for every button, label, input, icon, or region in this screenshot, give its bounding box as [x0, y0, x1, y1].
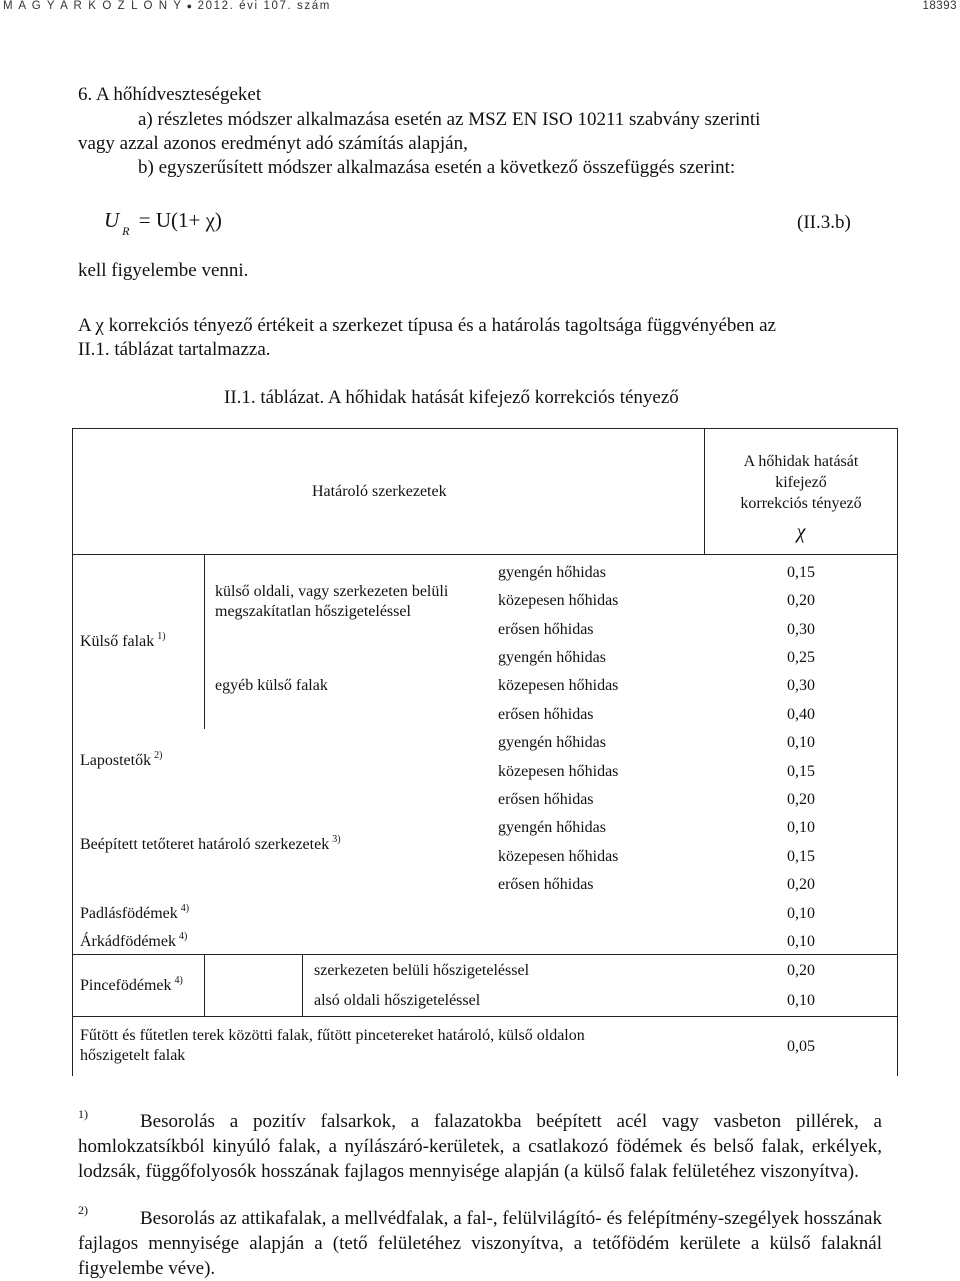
- row-label: közepesen hőhidas: [498, 677, 619, 694]
- footnote-2-text: Besorolás az attikafalak, a mellvédfalak, a fal-, felülvilágító- és felépítmény-szegélyek hosszának fajlagos mennyisége alapján a (tető felületéhez viszonyítva, a tetőfödém kerülete a külső falaknál figyelembe véve).: [78, 1208, 882, 1279]
- futott-line2: hőszigetelt falak: [80, 1047, 186, 1064]
- group-pince: [80, 977, 183, 995]
- journal-title: M A G Y A R K Ö Z L Ö N Y: [3, 0, 183, 12]
- arkad-value: 0,10: [787, 933, 815, 950]
- pince-value2: 0,10: [787, 992, 815, 1009]
- row-label: erősen hőhidas: [498, 791, 594, 808]
- row-value: 0,15: [787, 848, 815, 865]
- row-value: 0,20: [787, 876, 815, 893]
- footnote-2-mark: 2): [78, 1203, 88, 1217]
- pince-col-divider-a: [204, 954, 205, 1016]
- kf-sub1-line1: külső oldali, vagy szerkezeten belüli: [215, 583, 449, 600]
- row-value: 0,15: [787, 564, 815, 581]
- table-kulso-falak-col-divider: [204, 554, 205, 729]
- group-beepitett-label: Beépített tetőteret határoló szerkezetek: [80, 836, 330, 853]
- chi-line2: II.1. táblázat tartalmazza.: [78, 339, 271, 360]
- pince-bottom-line: [72, 1016, 898, 1017]
- header-structures: Határoló szerkezetek: [312, 483, 447, 500]
- futott-value: 0,05: [787, 1038, 815, 1055]
- group-lapostetok: [80, 752, 162, 770]
- row-value: 0,10: [787, 734, 815, 751]
- group-padlas: [80, 905, 189, 923]
- formula: [104, 208, 222, 238]
- formula-subscript: R: [122, 224, 130, 238]
- row-value: 0,25: [787, 649, 815, 666]
- row-value: 0,20: [787, 791, 815, 808]
- page-number: 18393: [922, 0, 957, 12]
- consider-line: kell figyelembe venni.: [78, 260, 249, 281]
- bullet-icon: ●: [186, 1, 194, 11]
- table-border-left: [72, 428, 73, 1076]
- table-border-top: [72, 428, 898, 429]
- group-arkad-label: Árkádfödémek: [80, 933, 176, 950]
- row-label: gyengén hőhidas: [498, 649, 606, 666]
- pince-sub1: szerkezeten belüli hőszigeteléssel: [314, 962, 530, 979]
- row-label: gyengén hőhidas: [498, 819, 606, 836]
- header-factor-line3: korrekciós tényező: [740, 495, 862, 512]
- pince-col-divider-b: [302, 954, 303, 1016]
- row-label: erősen hőhidas: [498, 706, 594, 723]
- row-value: 0,30: [787, 677, 815, 694]
- note-ref: 4): [174, 975, 183, 986]
- item-a-line1: a) részletes módszer alkalmazása esetén az MSZ EN ISO 10211 szabvány szerinti: [138, 109, 761, 130]
- note-ref: 4): [178, 931, 188, 942]
- group-pince-label: Pincefödémek: [80, 977, 172, 994]
- formula-label: (II.3.b): [797, 212, 851, 233]
- row-value: 0,10: [787, 819, 815, 836]
- issue-number: 2012. évi 107. szám: [197, 0, 331, 12]
- row-label: közepesen hőhidas: [498, 848, 619, 865]
- header-factor-line2: kifejező: [775, 474, 827, 491]
- row-label: gyengén hőhidas: [498, 564, 606, 581]
- kf-sub2: egyéb külső falak: [215, 677, 328, 694]
- row-label: közepesen hőhidas: [498, 592, 619, 609]
- chi-line1: A χ korrekciós tényező értékeit a szerkezet típusa és a határolás tagoltsága függvényében az: [78, 315, 776, 336]
- group-kulso-falak: [80, 633, 166, 651]
- pince-value1: 0,20: [787, 962, 815, 979]
- formula-lhs: U: [104, 208, 120, 232]
- row-label: erősen hőhidas: [498, 876, 594, 893]
- group-lapostetok-label: Lapostetők: [80, 752, 152, 769]
- item-6-heading: 6. A hőhídveszteségeket: [78, 84, 262, 105]
- row-label: közepesen hőhidas: [498, 763, 619, 780]
- header-chi-symbol: χ: [796, 521, 806, 543]
- item-a-line2: vagy azzal azonos eredményt adó számítás alapján,: [78, 133, 468, 154]
- table-header-divider: [72, 554, 898, 555]
- group-kulso-falak-label: Külső falak: [80, 633, 155, 650]
- row-value: 0,30: [787, 621, 815, 638]
- pince-sub2: alsó oldali hőszigeteléssel: [314, 992, 481, 1009]
- footnote-1-text: Besorolás a pozitív falsarkok, a falazatokba beépített acél vagy vasbeton pillérek, a homlokzatsíkból kinyúló falak, a nyílászáró-kerületek, a csatlakozó födémek és belső falak, erkélyek, lodzsák, függőfolyosók hosszának fajlagos mennyisége alapján (a külső falak felületéhez viszonyítva).: [78, 1111, 882, 1182]
- note-ref: 1): [157, 631, 166, 642]
- correction-factor-table: [72, 428, 898, 1076]
- table-border-right: [897, 428, 898, 1076]
- footnote-1-mark: 1): [78, 1107, 88, 1121]
- formula-rhs: = U(1+ χ): [138, 208, 222, 232]
- header-factor-line1: A hőhidak hatását: [743, 453, 859, 470]
- padlas-value: 0,10: [787, 905, 815, 922]
- kf-sub1-line2: megszakítatlan hőszigeteléssel: [215, 603, 411, 620]
- group-arkad: [80, 933, 187, 951]
- row-value: 0,20: [787, 592, 815, 609]
- item-b-line: b) egyszerűsített módszer alkalmazása esetén a következő összefüggés szerint:: [138, 157, 736, 178]
- note-ref: 2): [154, 750, 163, 761]
- row-value: 0,40: [787, 706, 815, 723]
- futott-line1: Fűtött és fűtetlen terek közötti falak, fűtött pincetereket határoló, külső oldalon: [80, 1027, 585, 1044]
- group-beepitett: [80, 836, 341, 854]
- row-label: gyengén hőhidas: [498, 734, 606, 751]
- group-padlas-label: Padlásfödémek: [80, 905, 178, 922]
- note-ref: 3): [332, 834, 341, 845]
- page-header: [0, 0, 960, 14]
- table-caption: II.1. táblázat. A hőhidak hatását kifejező korrekciós tényező: [224, 387, 679, 408]
- row-value: 0,15: [787, 763, 815, 780]
- pince-top-line: [72, 954, 898, 955]
- row-label: erősen hőhidas: [498, 621, 594, 638]
- note-ref: 4): [180, 903, 190, 914]
